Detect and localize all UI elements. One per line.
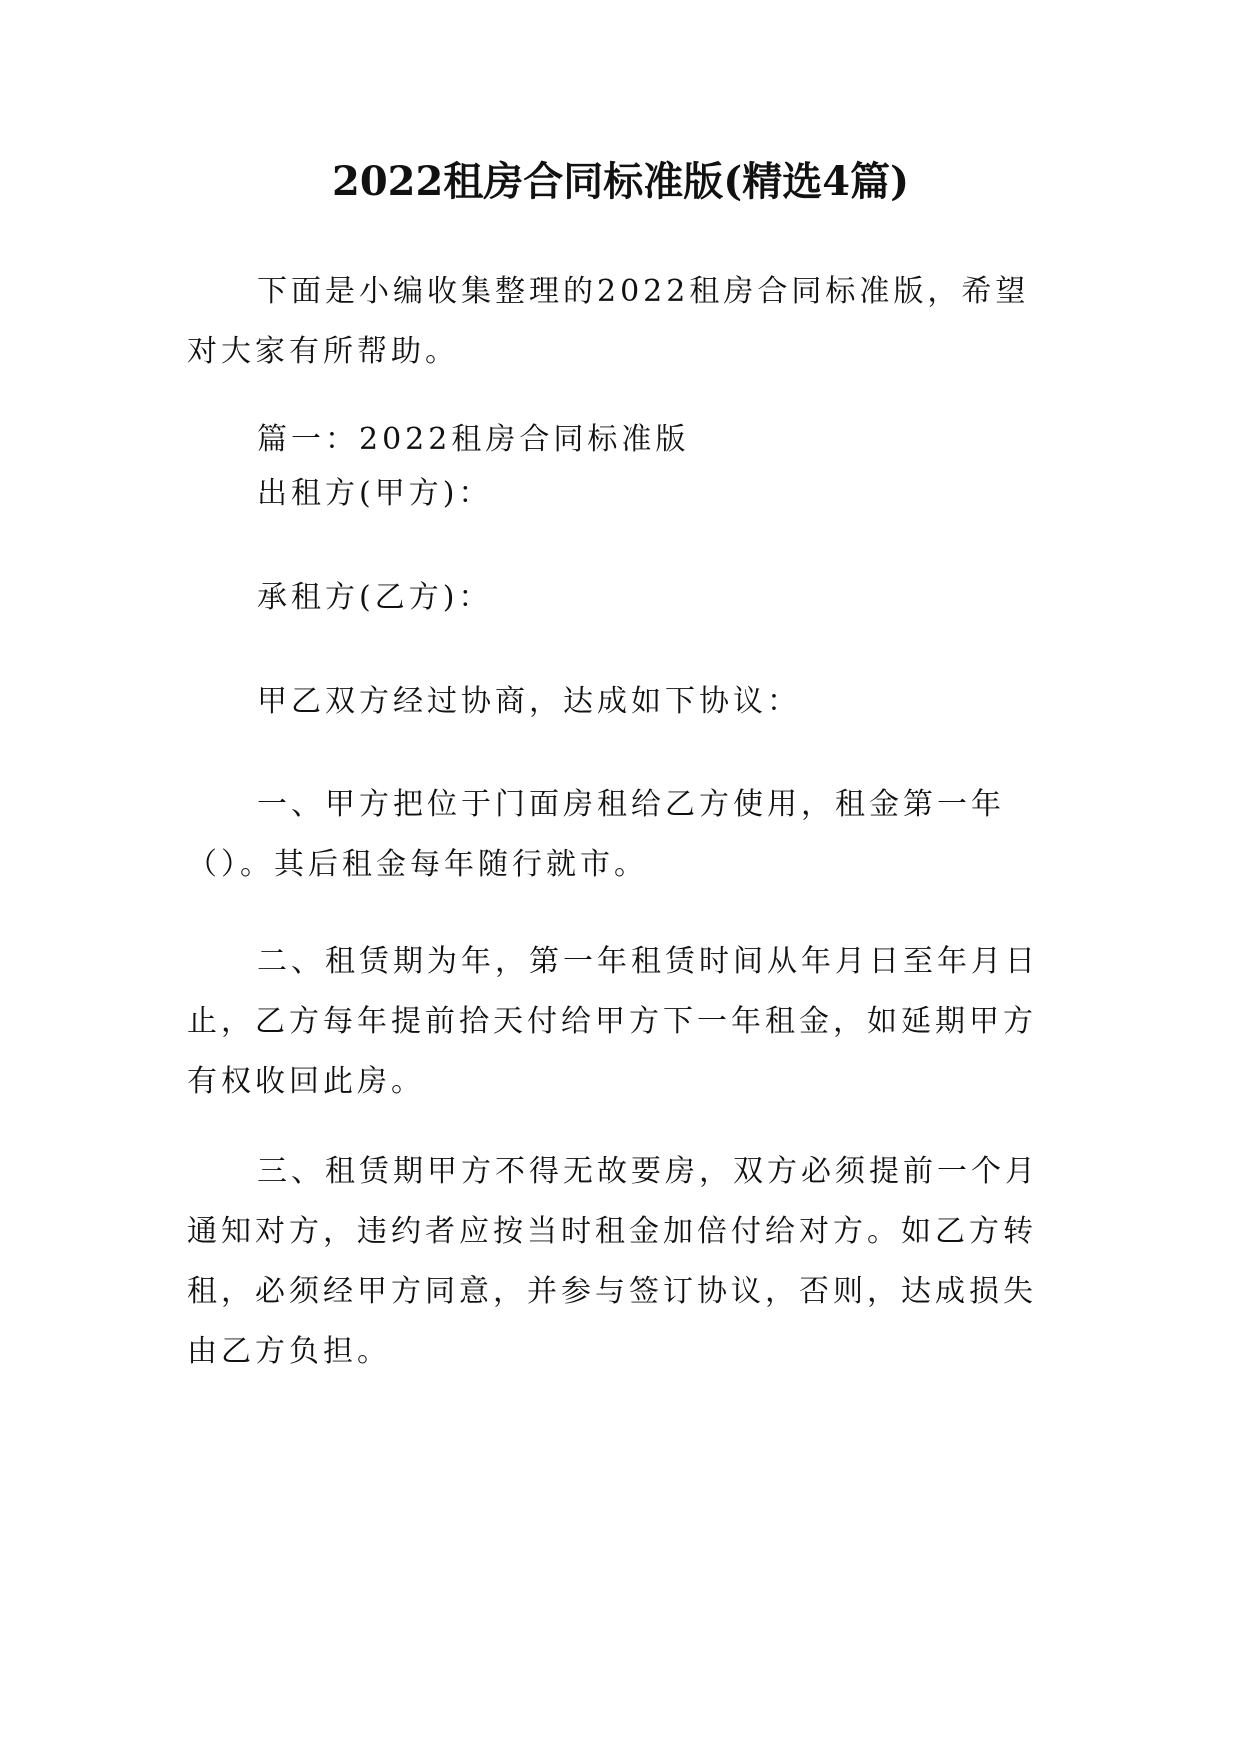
lessee-line: 承租方(乙方)：: [257, 580, 493, 615]
clause-three: 三、租赁期甲方不得无故要房，双方必须提前一个月通知对方，违约者应按当时租金加倍付给对方。如乙方转租，必须经甲方同意，并参与签订协议，否则，达成损失由乙方负担。: [187, 1154, 1039, 1369]
lessor-line: 出租方(甲方)：: [257, 476, 493, 511]
agreement-intro: 甲乙双方经过协商，达成如下协议：: [257, 684, 801, 719]
section-heading: 篇一：2022租房合同标准版: [257, 422, 690, 457]
intro-paragraph: 下面是小编收集整理的2022租房合同标准版，希望对大家有所帮助。: [187, 274, 1030, 369]
document-title: 2022租房合同标准版(精选4篇): [331, 158, 909, 205]
clause-one: 一、甲方把位于门面房租给乙方使用，租金第一年（）。其后租金每年随行就市。: [187, 787, 1005, 882]
clause-two: 二、租赁期为年，第一年租赁时间从年月日至年月日止，乙方每年提前拾天付给甲方下一年租金，如延期甲方有权收回此房。: [187, 944, 1039, 1099]
